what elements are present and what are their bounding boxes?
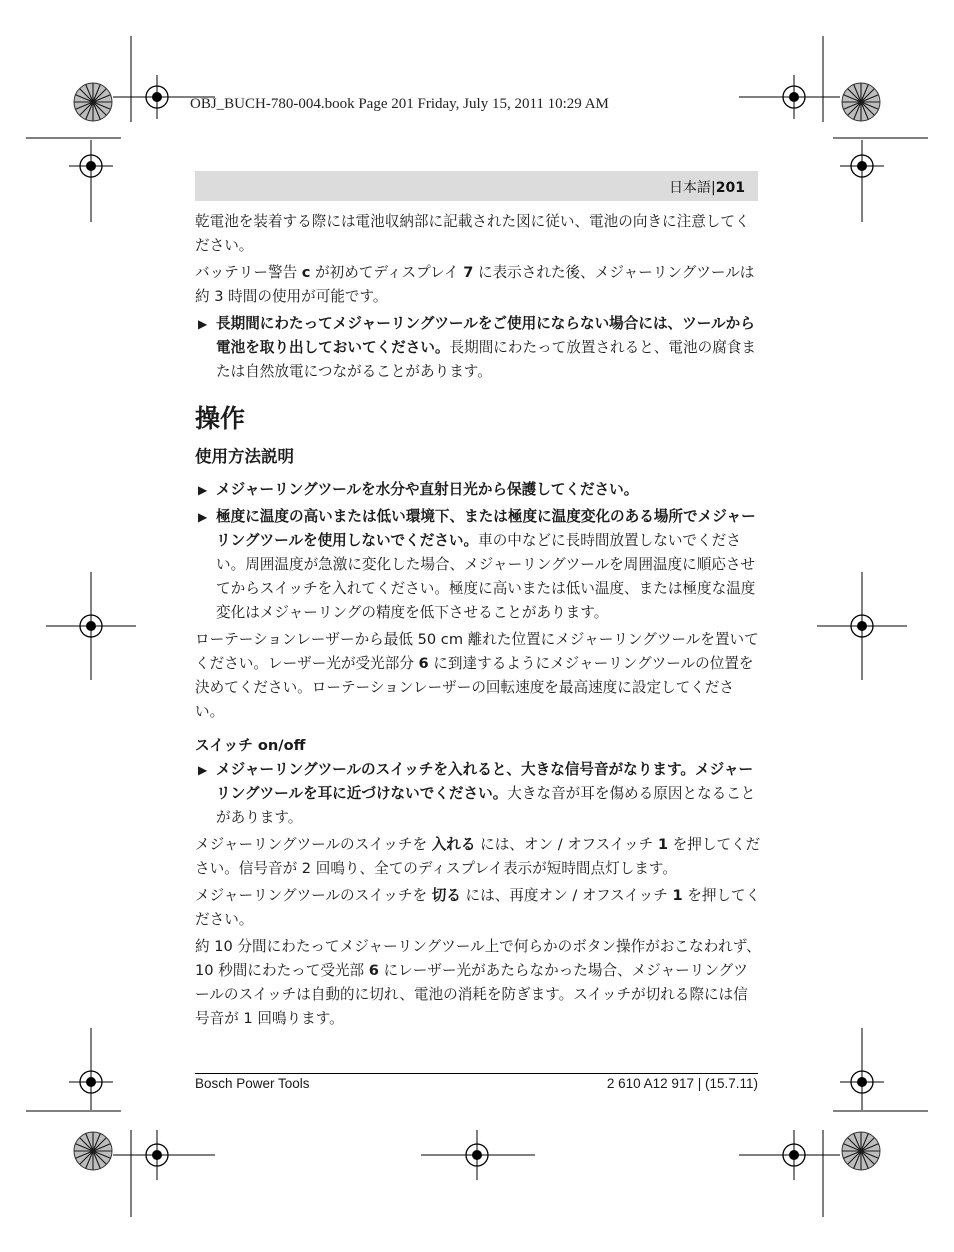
subsection-title: 使用方法説明 xyxy=(195,447,294,466)
text-run: に表示された後、メジャーリングツールは約 3 時間の使用が可能です。 xyxy=(195,264,755,305)
text-run: には、再度オン / オフスイッチ xyxy=(460,887,673,904)
text-run: に到達するようにメジャーリングツールの位置を決めてください。ローテーションレーザーの回転速度を最高速度に設定してください。 xyxy=(195,655,754,720)
text-run: ローテーションレーザーから最低 50 cm 離れた位置にメジャーリングツールを置いてください。レーザー光が受光部分 xyxy=(195,631,759,672)
switch-off-paragraph xyxy=(195,884,761,932)
bullet-loud-signal xyxy=(195,758,761,830)
page-content xyxy=(195,210,761,1034)
battery-warning-paragraph xyxy=(195,261,761,309)
text-run: にレーザー光があたらなかった場合、メジャーリングツールのスイッチは自動的に切れ、電池の消耗を防ぎます。スイッチが切れる際には信号音が 1 回鳴ります。 xyxy=(195,962,748,1027)
bullet-triangle-icon: ▶ xyxy=(198,483,208,497)
switch-off-term: 切る xyxy=(431,887,461,904)
bullet-protect-moisture xyxy=(195,478,761,502)
section-title: 操作 xyxy=(195,404,246,433)
ref-6: 6 xyxy=(368,962,379,979)
ref-c: c xyxy=(301,264,311,281)
text-run: を押してください。 xyxy=(195,887,761,928)
auto-off-paragraph xyxy=(195,935,761,1031)
bullet-extreme-temperature xyxy=(195,505,761,625)
bullet-text: 長期間にわたって放置されると、電池の腐食または自然放電につながることがあります。 xyxy=(216,339,756,380)
ref-7: 7 xyxy=(463,264,474,281)
text-run: が初めてディスプレイ xyxy=(310,264,464,281)
battery-orientation-paragraph: 乾電池を装着する際には電池収納部に記載された図に従い、電池の向きに注意してください。 xyxy=(195,213,750,254)
bullet-bold-text: メジャーリングツールを水分や直射日光から保護してください。 xyxy=(216,481,639,498)
bullet-bold-text: 長期間にわたってメジャーリングツールをご使用にならない場合には、ツールから電池を取り出しておいてください。 xyxy=(216,315,755,356)
page-header xyxy=(669,177,745,197)
text-run: メジャーリングツールのスイッチを xyxy=(195,836,432,853)
bullet-text: 車の中などに長時間放置しないでください。周囲温度が急激に変化した場合、メジャーリングツールを周囲温度に順応させてからスイッチを入れてください。極度に高いまたは低い温度、または極度な温度変化はメジャーリングの精度を低下させることがあります。 xyxy=(216,532,756,621)
page-number: 201 xyxy=(715,180,745,196)
bullet-bold-text: 極度に温度の高いまたは低い環境下、または極度に温度変化のある場所でメジャーリングツールを使用しないでください。 xyxy=(216,508,756,549)
text-run: には、オン / オフスイッチ xyxy=(475,836,658,853)
switch-on-paragraph xyxy=(195,833,761,881)
text-run: 約 10 分間にわたってメジャーリングツール上で何らかのボタン操作がおこなわれず、10 秒間にわたって受光部 xyxy=(195,938,761,979)
bullet-bold-text: メジャーリングツールのスイッチを入れると、大きな信号音がなります。メジャーリングツールを耳に近づけないでください。 xyxy=(216,761,754,802)
footer-rule xyxy=(195,1073,758,1074)
positioning-paragraph xyxy=(195,628,761,724)
page-header-bar xyxy=(195,171,758,201)
bullet-triangle-icon: ▶ xyxy=(198,317,208,331)
switch-heading: スイッチ on/off xyxy=(195,737,306,754)
footer-brand: Bosch Power Tools xyxy=(195,1076,310,1091)
text-run: バッテリー警告 xyxy=(195,264,302,281)
ref-6: 6 xyxy=(418,655,429,672)
switch-on-term: 入れる xyxy=(431,836,476,853)
ref-1: 1 xyxy=(672,887,683,904)
bullet-remove-battery xyxy=(195,312,761,384)
header-separator: | xyxy=(711,180,716,196)
bullet-text: 大きな音が耳を傷める原因となることがあります。 xyxy=(216,785,756,826)
header-language: 日本語 xyxy=(669,180,712,196)
bullet-triangle-icon: ▶ xyxy=(198,763,208,777)
text-run: を押してください。信号音が 2 回鳴り、全てのディスプレイ表示が短時間点灯します。 xyxy=(195,836,761,877)
footer-doc-number: 2 610 A12 917 | (15.7.11) xyxy=(606,1076,758,1091)
ref-1: 1 xyxy=(657,836,669,853)
print-slug: OBJ_BUCH-780-004.book Page 201 Friday, July 15, 2011 10:29 AM xyxy=(190,96,609,112)
text-run: メジャーリングツールのスイッチを xyxy=(195,887,432,904)
bullet-triangle-icon: ▶ xyxy=(198,510,208,524)
